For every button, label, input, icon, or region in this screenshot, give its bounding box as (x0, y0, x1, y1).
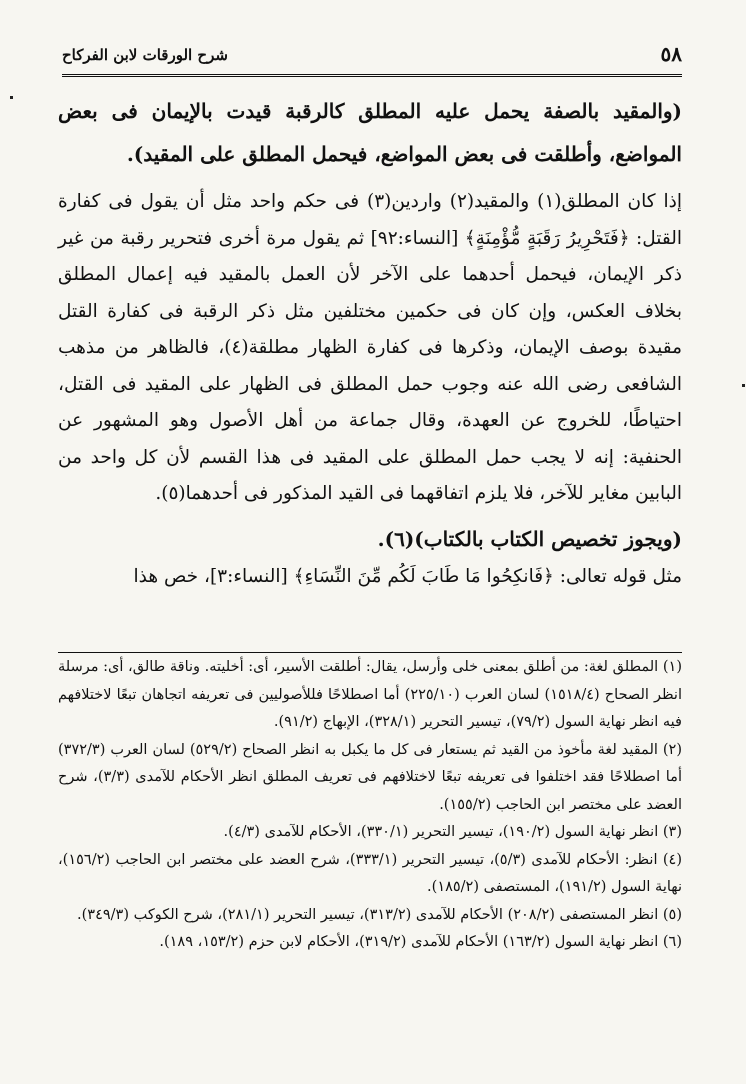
matn-subheading: (ويجوز تخصيص الكتاب بالكتاب)(٦). (377, 526, 682, 551)
footnotes (58, 654, 682, 957)
scan-speck (742, 384, 745, 387)
main-text (58, 90, 682, 595)
footnote-4: (٤) انظر: الأحكام للآمدى (٥/٣)، تيسير التحرير (٣٣٣/١)، شرح العضد على مختصر ابن الحاجب (١٥٦/٢)، نهاية السول (١٩١/٢)، المستصفى (١٨٥/٢). (58, 851, 683, 895)
footnote-6: (٦) انظر نهاية السول (١٦٣/٢) الأحكام للآمدى (٣١٩/٢)، الأحكام لابن حزم (١٥٣/٢، ١٨٩). (159, 934, 682, 950)
footnote-2: (٢) المقيد لغة مأخوذ من القيد ثم يستعار فى كل ما يكبل به انظر الصحاح (٥٢٩/٢) لسان العرب (٣٧٢/٣) أما اصطلاحًا فقد اختلفوا فى تعريفه تبعًا لاختلافهم فى تعريف المطلق انظر الأحكام للآمدى (٣/٣)، شرح العضد على مختصر ابن الحاجب (١٥٥/٢). (58, 741, 683, 813)
running-header (62, 40, 682, 77)
footnote-separator (58, 652, 682, 653)
commentary-paragraph: إذا كان المطلق(١) والمقيد(٢) واردين(٣) فى حكم واحد مثل أن يقول فى كفارة القتل: ﴿فَتَحْرِيرُ رَقَبَةٍ مُّؤْمِنَةٍ﴾ [النساء:٩٢] ثم يقول مرة أخرى فتحرير رقبة من غير ذكر الإيمان، فيحمل أحدهما على الآخر لأن العمل بالمقيد فيه إعمال المطلق بخلاف العكس، وإن كان فى حكمين مختلفين مثل ذكر الرقبة فى كفارة القتل مقيدة بوصف الإيمان، وذكرها فى كفارة الظهار مطلقة(٤)، فالظاهر من مذهب الشافعى رضى الله عنه وجوب حمل المطلق فى الظهار على المقيد فى القتل، احتياطًا، للخروج عن العهدة، وقال جماعة من أهل الأصول وهو المشهور عن الحنفية: إنه لا يجب حمل المطلق على المقيد فى هذا القسم لأن كل واحد من البابين مغاير للآخر، فلا يلزم اتفاقهما فى القيد المذكور فى أحدهما(٥). (58, 191, 683, 504)
running-title: شرح الورقات لابن الفركاح (62, 46, 228, 64)
footnote-5: (٥) انظر المستصفى (٢٠٨/٢) الأحكام للآمدى (٣١٣/٢)، تيسير التحرير (٢٨١/١)، شرح الكوكب (٣٤٩/٣). (77, 906, 682, 923)
scan-speck (10, 96, 13, 99)
commentary-continuation: مثل قوله تعالى: ﴿فَانكِحُوا مَا طَابَ لَكُم مِّنَ النِّسَاءِ﴾ [النساء:٣]، خص هذا (133, 565, 682, 587)
page-number: ٥٨ (660, 42, 682, 66)
footnote-1: (١) المطلق لغة: من أطلق بمعنى خلى وأرسل، يقال: أطلقت الأسير، أى: أخليته. وناقة طالق، أى: مرسلة انظر الصحاح (١٥١٨/٤) لسان العرب (٢٢٥/١٠) أما اصطلاحًا فللأصوليين فى تعريفه اتجاهان تبعًا لاختلافهم فيه انظر نهاية السول (٧٩/٢)، تيسير التحرير (٣٢٨/١)، الإبهاج (٩١/٢). (58, 659, 682, 730)
matn-quote: (والمقيد بالصفة يحمل عليه المطلق كالرقبة قيدت بالإيمان فى بعض المواضع، وأطلقت فى بعض المواضع، فيحمل المطلق على المقيد). (58, 99, 682, 166)
footnote-3: (٣) انظر نهاية السول (١٩٠/٢)، تيسير التحرير (٣٣٠/١)، الأحكام للآمدى (٤/٣). (223, 824, 682, 840)
